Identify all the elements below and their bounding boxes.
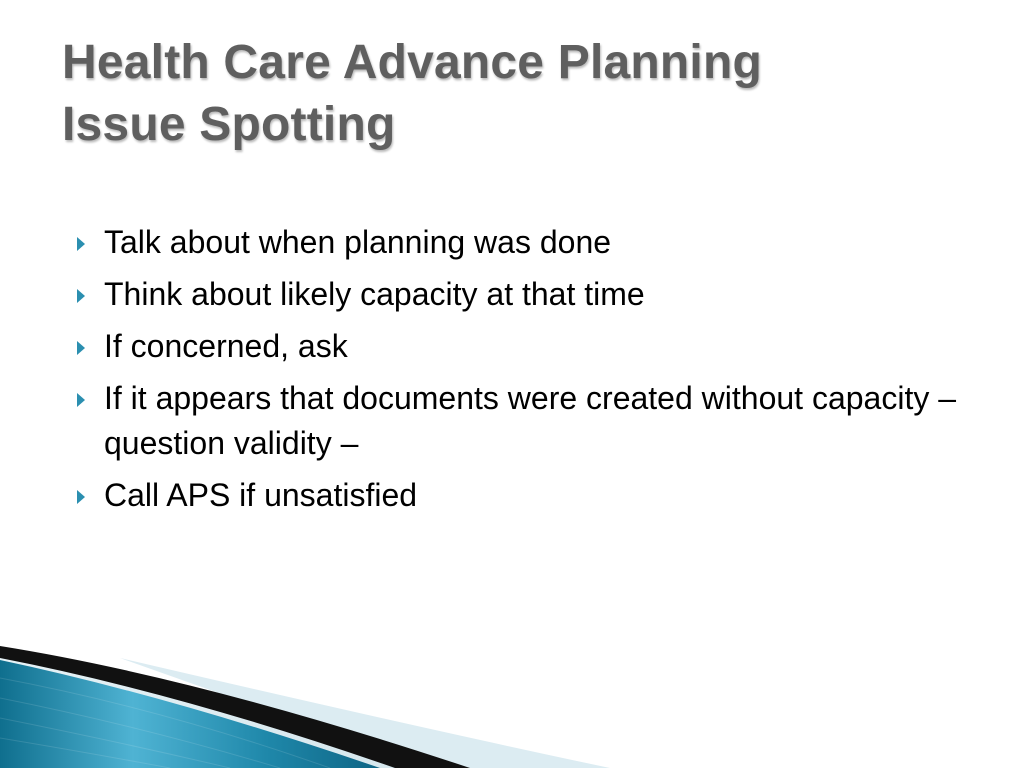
slide-title-line-1: Health Care Advance Planning <box>62 36 763 89</box>
decorative-wave-footer <box>0 638 1024 768</box>
bullet-text: Talk about when planning was done <box>104 224 612 260</box>
bullet-text: Call APS if unsatisfied <box>104 477 418 513</box>
bullet-item <box>74 376 974 466</box>
bullet-item <box>74 473 974 518</box>
bullet-item <box>74 324 974 369</box>
triangle-right-icon <box>77 289 85 303</box>
triangle-right-icon <box>77 341 85 355</box>
bullet-text: Think about likely capacity at that time <box>104 276 645 312</box>
bullet-list <box>74 220 974 525</box>
bullet-text: If concerned, ask <box>104 328 348 364</box>
slide-title <box>62 32 962 156</box>
slide-title-line-2: Issue Spotting <box>62 98 396 151</box>
bullet-item <box>74 220 974 265</box>
triangle-right-icon <box>77 237 85 251</box>
bullet-item <box>74 272 974 317</box>
triangle-right-icon <box>77 490 85 504</box>
triangle-right-icon <box>77 393 85 407</box>
bullet-text: If it appears that documents were created without capacity – question validity – <box>104 380 957 461</box>
